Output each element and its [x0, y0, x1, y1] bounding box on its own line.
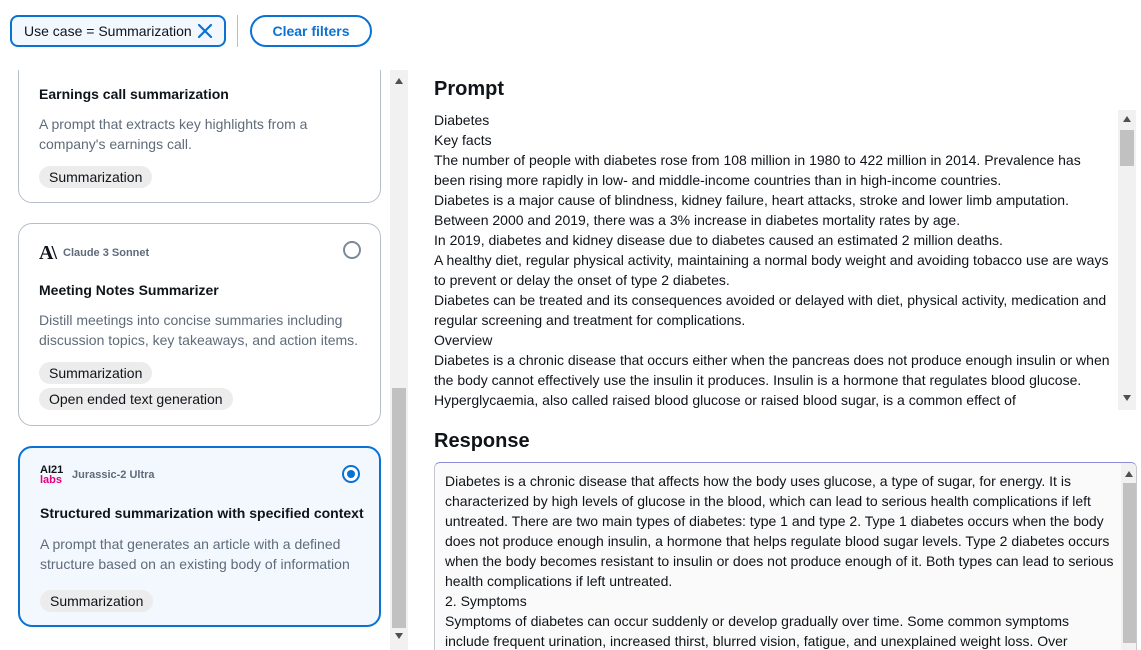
- response-line: 2. Symptoms: [445, 593, 527, 609]
- response-scrollbar[interactable]: [1121, 463, 1137, 650]
- card-description: A prompt that generates an article with a defined structure based on an existing body of information: [40, 536, 350, 572]
- filter-divider: [237, 15, 238, 47]
- logo-top-text: AI21: [40, 464, 64, 476]
- use-case-filter-chip[interactable]: [10, 15, 226, 47]
- scroll-up-arrow-icon[interactable]: [1123, 116, 1131, 122]
- tag-summarization: Summarization: [39, 362, 152, 384]
- prompt-line: In 2019, diabetes and kidney disease due to diabetes caused an estimated 2 million deaths.: [434, 232, 1003, 248]
- prompt-heading: Prompt: [434, 78, 504, 100]
- response-text: [445, 471, 1115, 650]
- scrollbar-thumb[interactable]: [1123, 483, 1137, 643]
- prompt-line: A healthy diet, regular physical activity, maintaining a normal body weight and avoiding tobacco use are ways to prevent or delay the onset of type 2 diabetes.: [434, 252, 1109, 288]
- select-radio[interactable]: [342, 465, 360, 483]
- prompt-card-meeting-notes[interactable]: [18, 223, 381, 426]
- select-radio[interactable]: [343, 241, 361, 259]
- scroll-up-arrow-icon[interactable]: [1125, 471, 1133, 477]
- scroll-up-arrow-icon[interactable]: [395, 78, 403, 84]
- prompt-line: Overview: [434, 332, 493, 348]
- clear-filters-button[interactable]: Clear filters: [250, 15, 372, 47]
- tag-summarization: Summarization: [40, 590, 153, 612]
- prompt-line: Diabetes is a major cause of blindness, kidney failure, heart attacks, stroke and lower limb amputation.: [434, 192, 1069, 208]
- card-title: Meeting Notes Summarizer: [39, 282, 219, 298]
- scroll-down-arrow-icon[interactable]: [1123, 395, 1131, 401]
- prompt-line: Between 2000 and 2019, there was a 3% increase in diabetes mortality rates by age.: [434, 212, 961, 228]
- prompt-scrollbar[interactable]: [1118, 110, 1136, 410]
- prompt-line: Diabetes can be treated and its consequences avoided or delayed with diet, physical activity, medication and regular screening and treatment for complications.: [434, 292, 1107, 328]
- model-info: [39, 242, 149, 264]
- card-list-scrollbar[interactable]: [390, 70, 408, 650]
- prompt-line: The number of people with diabetes rose from 108 million in 1980 to 422 million in 2014. Prevalence has been rising more rapidly in low- and middle-income countries than in high-income countries.: [434, 152, 1081, 188]
- scrollbar-thumb[interactable]: [1120, 130, 1134, 166]
- tag-summarization: Summarization: [39, 166, 152, 188]
- model-info: [40, 464, 155, 486]
- logo-bottom-text: labs: [40, 474, 63, 486]
- anthropic-logo-icon: A\: [39, 241, 55, 264]
- prompt-card-list: [0, 70, 390, 650]
- card-description: A prompt that extracts key highlights from a company's earnings call.: [39, 116, 308, 152]
- response-heading: Response: [434, 430, 530, 452]
- model-name: Claude 3 Sonnet: [63, 247, 150, 259]
- tag-open-ended-text-generation: Open ended text generation: [39, 388, 233, 410]
- close-icon[interactable]: [196, 22, 214, 40]
- card-title: Structured summarization with specified context: [40, 505, 364, 521]
- response-line: Diabetes is a chronic disease that affects how the body uses glucose, a type of sugar, for energy. It is characterized by high levels of glucose in the blood, which can lead to serious health complications if left untreated. There are two main types of diabetes: type 1 and type 2. Type 1 diabetes occurs when the body does not produce enough insulin, a hormone that helps regulate blood sugar levels. Type 2 diabetes occurs when the body becomes resistant to insulin or does not produce enough of it. Both types can lead to serious health complications if left untreated.: [445, 473, 1114, 589]
- prompt-line: Diabetes: [434, 112, 490, 128]
- filter-chip-label: Use case = Summarization: [24, 23, 192, 39]
- scrollbar-thumb[interactable]: [392, 388, 406, 628]
- ai21-labs-logo-icon: [40, 465, 64, 485]
- prompt-text: [434, 110, 1114, 410]
- prompt-line: Diabetes is a chronic disease that occurs either when the pancreas does not produce enough insulin or when the body cannot effectively use the insulin it produces. Insulin is a hormone that regulates blood glucose. Hyperglycaemia, also called raised blood glucose or raised blood sugar, is a common effect of: [434, 352, 1110, 408]
- prompt-card-structured-summarization[interactable]: [18, 446, 381, 627]
- model-name: Jurassic-2 Ultra: [72, 469, 155, 481]
- card-title: Earnings call summarization: [39, 86, 229, 102]
- prompt-card-earnings-call[interactable]: [18, 70, 381, 203]
- response-output[interactable]: [434, 462, 1137, 650]
- response-line: Symptoms of diabetes can occur suddenly or develop gradually over time. Some common symptoms include frequent urination, increased thirst, blurred vision, fatigue, and unexplained weight loss. Over: [445, 613, 1070, 649]
- card-description: Distill meetings into concise summaries including discussion topics, key takeaways, and action items.: [39, 312, 359, 348]
- scroll-down-arrow-icon[interactable]: [395, 633, 403, 639]
- prompt-line: Key facts: [434, 132, 492, 148]
